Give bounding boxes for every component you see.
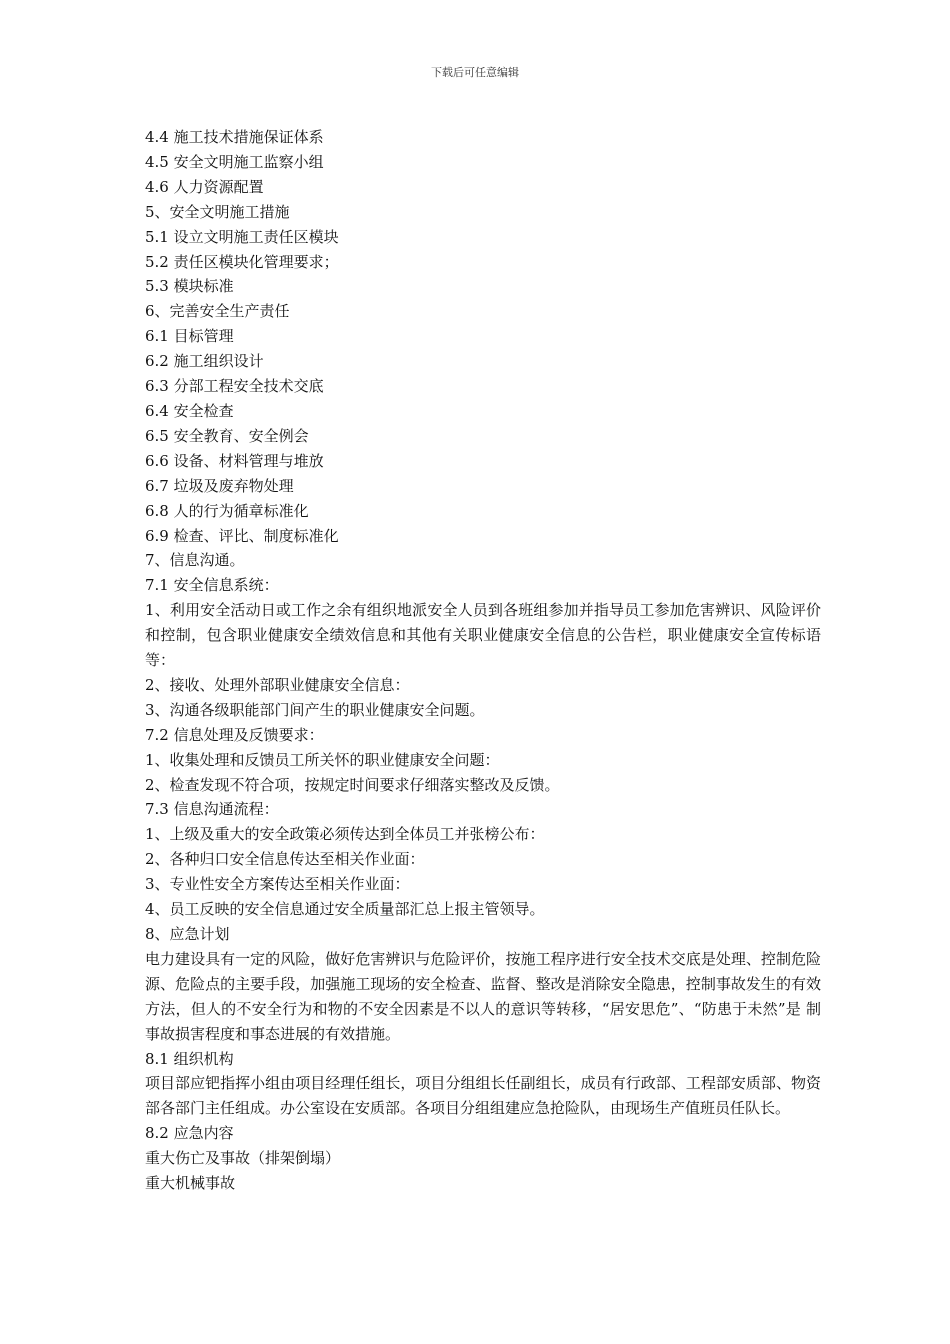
heading-6-2: 6.2 施工组织设计 (145, 352, 264, 371)
heading-8-1: 8.1 组织机构 (145, 1049, 234, 1068)
heading-5-2: 5.2 责任区模块化管理要求； (145, 252, 339, 271)
section-5-heading: 5、安全文明施工措施 (145, 202, 290, 221)
paragraph-7-1-item-2: 2、接收、处理外部职业健康安全信息： (145, 675, 410, 694)
heading-6-8: 6.8 人的行为循章标准化 (145, 501, 309, 520)
heading-6-9: 6.9 检查、评比、制度标准化 (145, 526, 339, 545)
heading-6-1: 6.1 目标管理 (145, 327, 234, 346)
section-7-heading: 7、信息沟通。 (145, 551, 245, 570)
paragraph-8-1: 项目部应钯指挥小组由项目经理任组长，项目分组组长任副组长，成员有行政部、工程部安质部、物资部各部门主任组成。办公室设在安质部。各项目分组组建应急抢险队，由现场生产值班员任队长。 (145, 1074, 821, 1118)
heading-7-3: 7.3 信息沟通流程： (145, 800, 279, 819)
heading-7-1: 7.1 安全信息系统： (145, 576, 279, 595)
paragraph-7-3-item-1: 1、上级及重大的安全政策必须传达到全体员工并张榜公布： (145, 825, 545, 844)
paragraph-7-1-item-1: 1、利用安全活动日或工作之余有组织地派安全人员到各班组参加并指导员工参加危害辨识、风险评价和控制，包含职业健康安全绩效信息和其他有关职业健康安全信息的公告栏，职业健康安全宣传标语等： (145, 601, 821, 670)
paragraph-7-3-item-2: 2、各种归口安全信息传达至相关作业面： (145, 850, 425, 869)
paragraph-8-2-item-2: 重大机械事故 (145, 1174, 236, 1193)
heading-6-3: 6.3 分部工程安全技术交底 (145, 377, 324, 396)
heading-6-5: 6.5 安全教育、安全例会 (145, 426, 309, 445)
document-body (145, 125, 821, 1196)
page-header: 下载后可任意编辑 (431, 66, 519, 79)
heading-6-6: 6.6 设备、材料管理与堆放 (145, 451, 324, 470)
section-8-heading: 8、应急计划 (145, 925, 230, 943)
paragraph-7-3-item-4: 4、员工反映的安全信息通过安全质量部汇总上报主管领导。 (145, 900, 545, 919)
heading-5-1: 5.1 设立文明施工责任区模块 (145, 227, 339, 246)
section-6-heading: 6、完善安全生产责任 (145, 302, 290, 321)
heading-4-6: 4.6 人力资源配置 (145, 177, 264, 196)
heading-6-4: 6.4 安全检查 (145, 401, 234, 420)
paragraph-8-2-item-1: 重大伤亡及事故（排架倒塌） (145, 1149, 341, 1168)
heading-5-3: 5.3 模块标准 (145, 277, 234, 296)
heading-7-2: 7.2 信息处理及反馈要求： (145, 725, 324, 744)
heading-8-2: 8.2 应急内容 (145, 1124, 234, 1143)
paragraph-7-2-item-1: 1、收集处理和反馈员工所关怀的职业健康安全问题： (145, 750, 500, 769)
paragraph-8-intro: 电力建设具有一定的风险，做好危害辨识与危险评价，按施工程序进行安全技术交底是处理、控制危险源、危险点的主要手段，加强施工现场的安全检查、监督、整改是消除安全隐患，控制事故发生的有效方法，但人的不安全行为和物的不安全因素是不以人的意识等转移，“居安思危”、“防患于未然”是 制事故损害程度和事态进展的有效措施。 (145, 949, 821, 1043)
heading-4-5: 4.5 安全文明施工监察小组 (145, 152, 324, 171)
paragraph-7-2-item-2: 2、检查发现不符合项，按规定时间要求仔细落实整改及反馈。 (145, 775, 560, 794)
heading-4-4: 4.4 施工技术措施保证体系 (145, 128, 324, 146)
paragraph-7-3-item-3: 3、专业性安全方案传达至相关作业面： (145, 875, 410, 894)
paragraph-7-1-item-3: 3、沟通各级职能部门间产生的职业健康安全问题。 (145, 700, 485, 719)
heading-6-7: 6.7 垃圾及废弃物处理 (145, 476, 294, 495)
